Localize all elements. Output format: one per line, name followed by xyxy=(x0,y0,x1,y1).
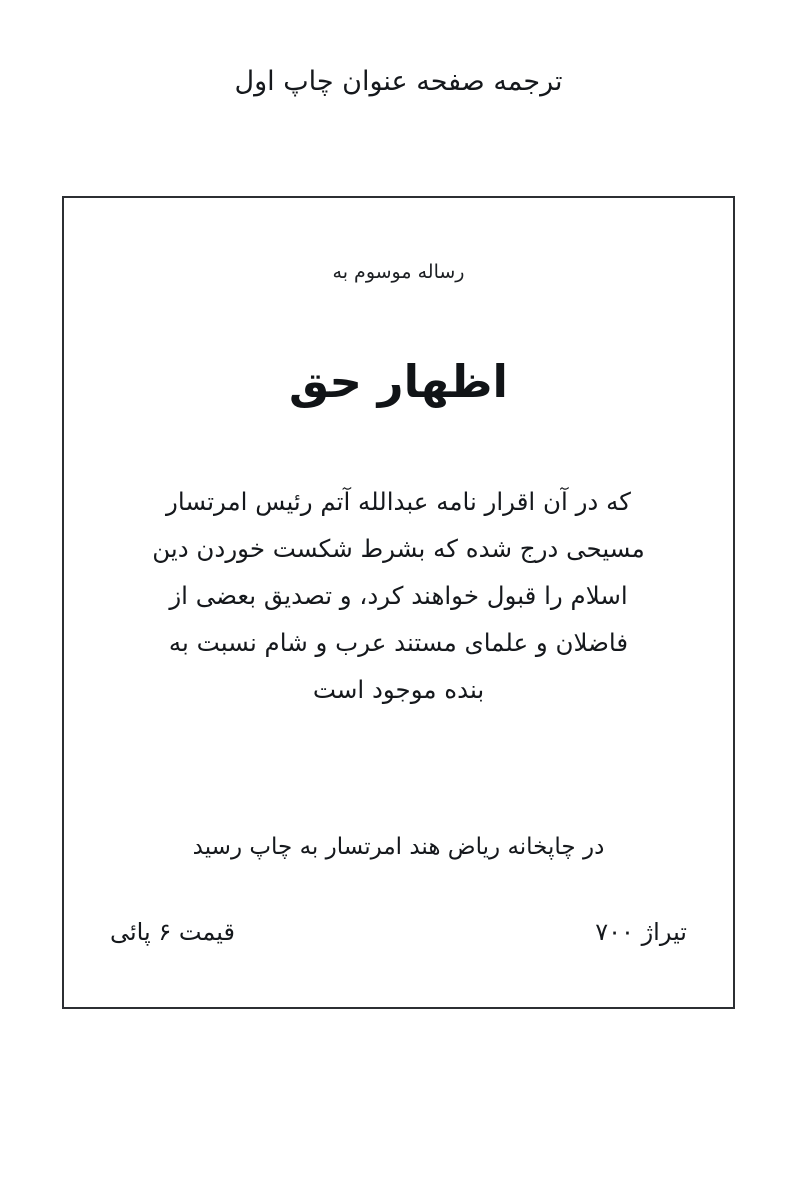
treatise-subtitle: رساله موسوم به xyxy=(332,261,465,283)
title-page-content xyxy=(64,198,733,1007)
title-page-footer xyxy=(110,918,687,946)
treatise-main-title: اظهار حق xyxy=(289,355,508,408)
print-run-value: تیراژ ۷۰۰ xyxy=(595,918,687,946)
title-page-frame xyxy=(62,196,735,1009)
description-line: بنده موجود است xyxy=(312,675,485,705)
treatise-description xyxy=(110,478,687,713)
description-line: اسلام را قبول خواهند کرد، و تصدیق بعضی از xyxy=(169,581,628,611)
price-value: قیمت ۶ پائی xyxy=(110,918,235,946)
printing-house-line: در چاپخانه ریاض هند امرتسار به چاپ رسید xyxy=(192,834,605,860)
description-line: که در آن اقرار نامه عبدالله آتم رئیس امرتسار xyxy=(166,487,631,516)
description-line: فاضلان و علمای مستند عرب و شام نسبت به xyxy=(168,628,629,658)
page-title: ترجمه صفحه عنوان چاپ اول xyxy=(234,66,563,97)
description-line: مسیحی درج شده که بشرط شکست خوردن دین xyxy=(152,534,645,564)
